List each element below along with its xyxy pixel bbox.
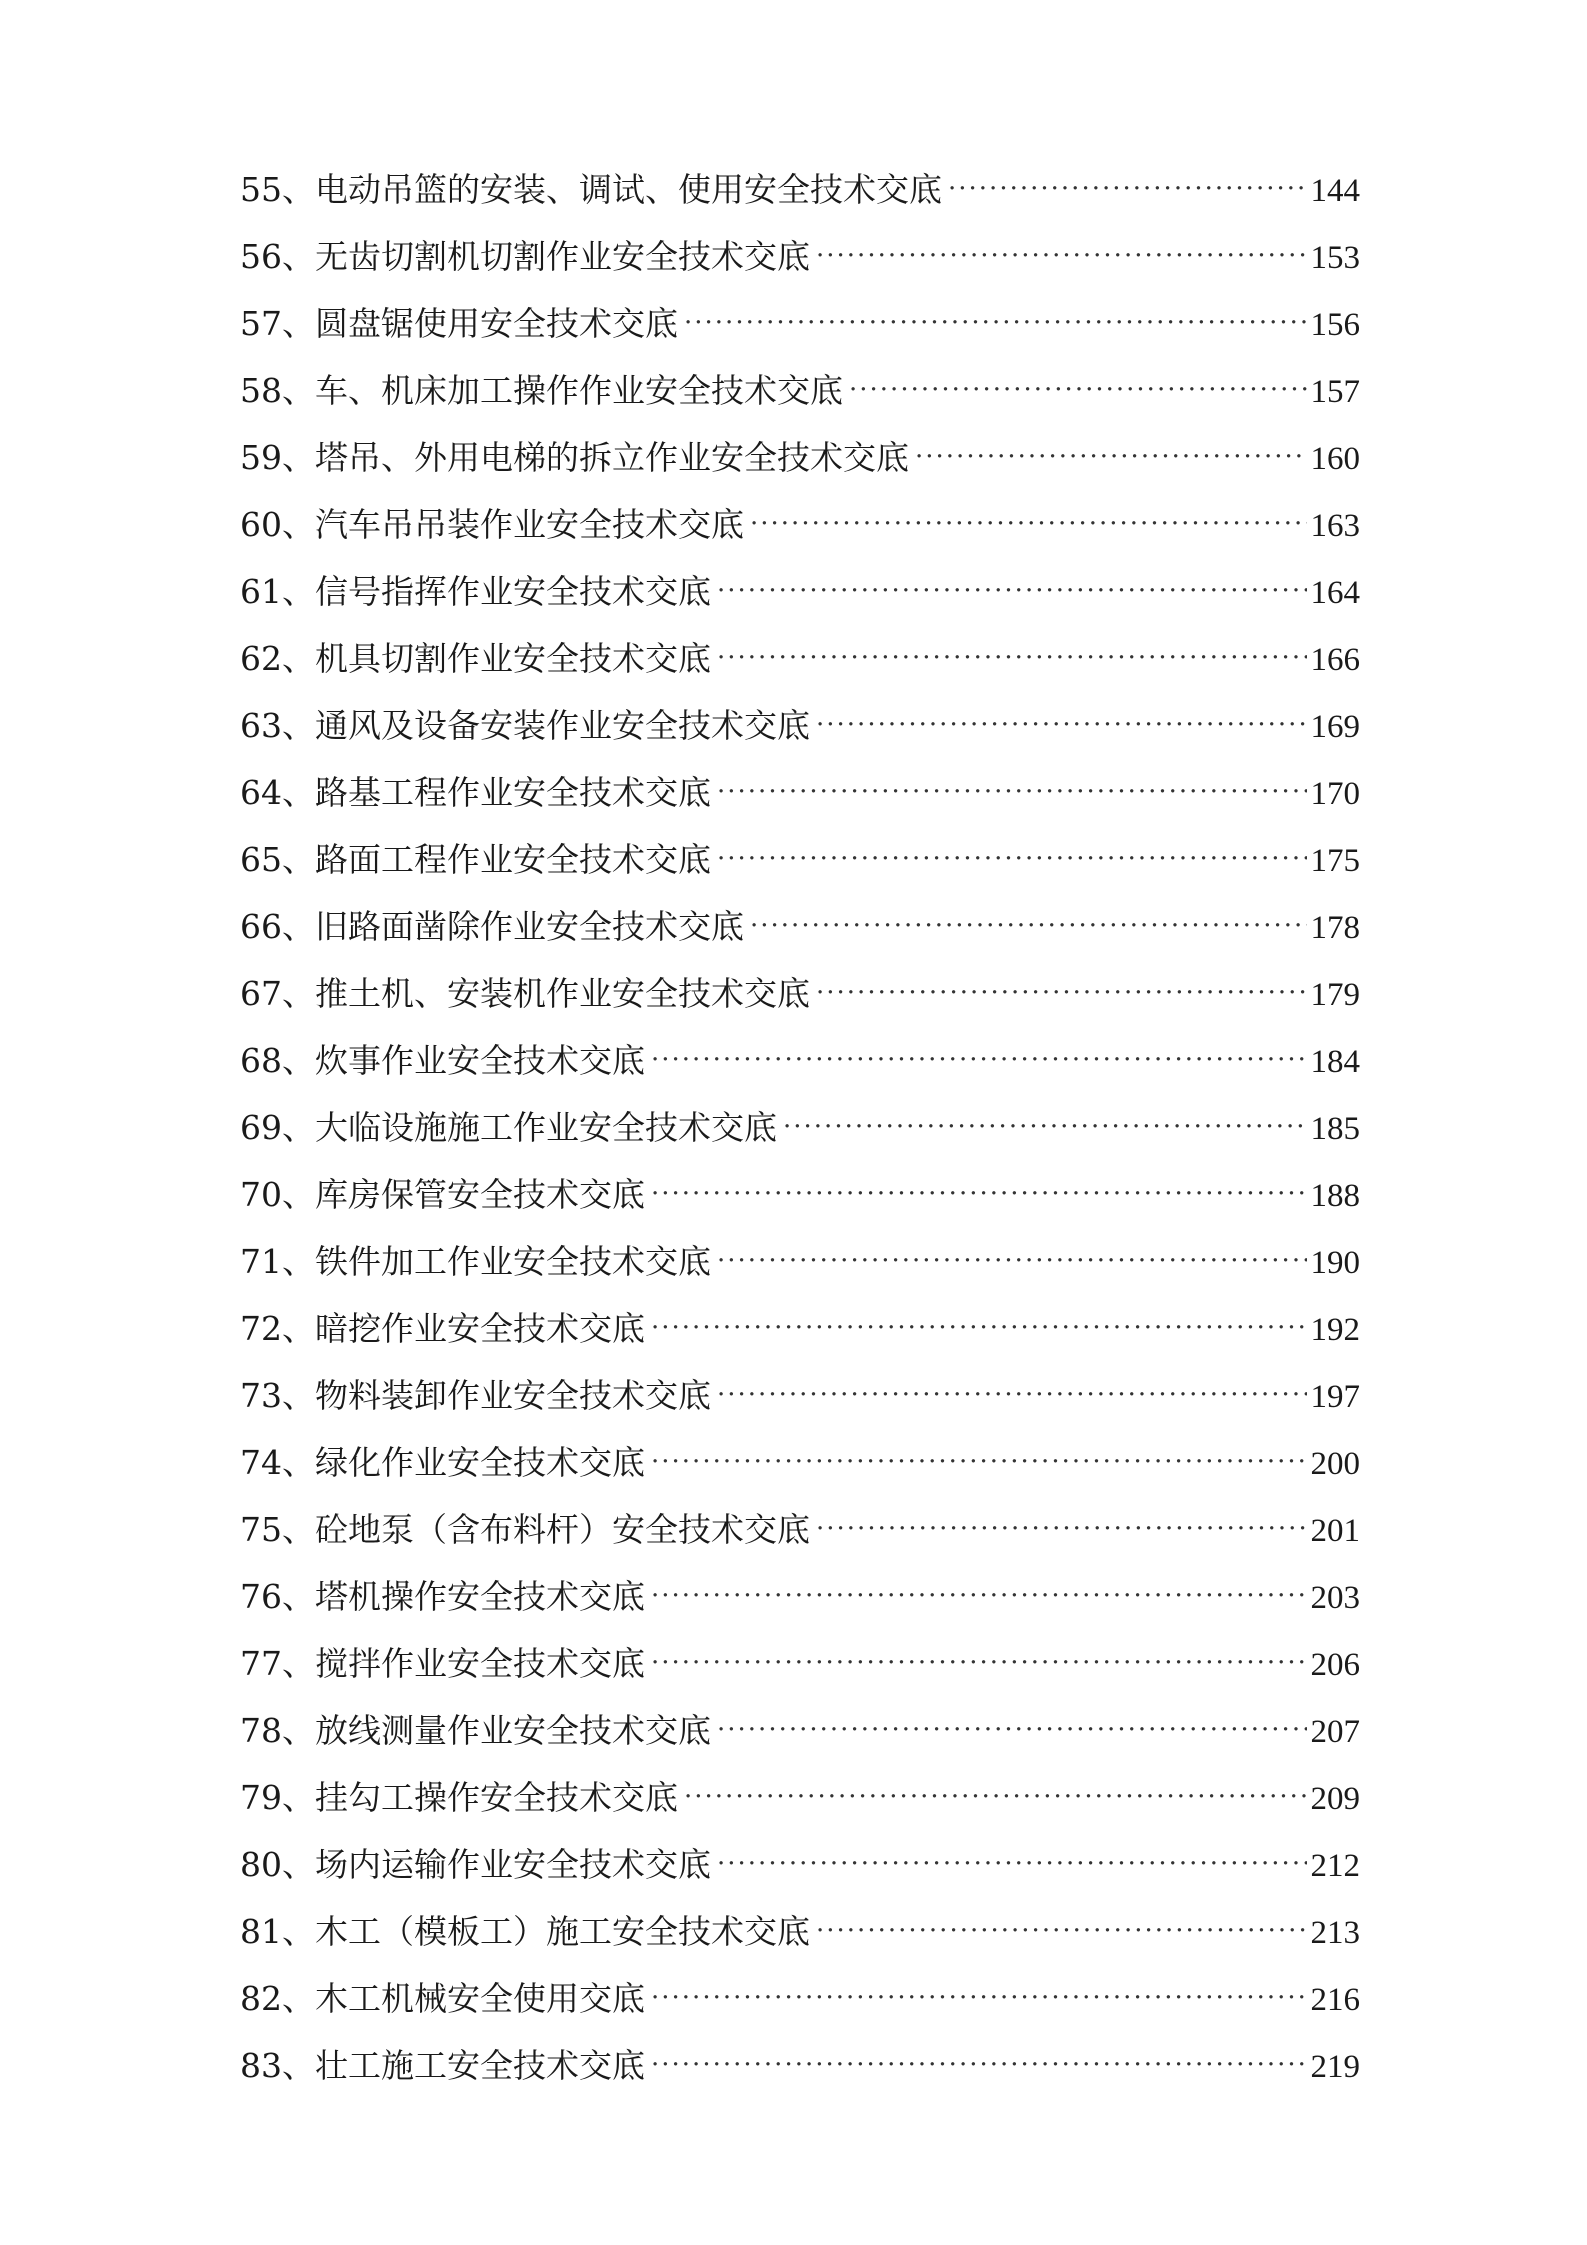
toc-entry-page: 163 [1310, 508, 1360, 544]
toc-entry-title: 59、塔吊、外用电梯的拆立作业安全技术交底 [240, 438, 909, 477]
toc-entry-title: 63、通风及设备安装作业安全技术交底 [240, 706, 810, 745]
toc-dot-leader [651, 2032, 1307, 2099]
toc-entry-title: 55、电动吊篮的安装、调试、使用安全技术交底 [240, 170, 942, 209]
toc-entry-title: 67、推土机、安装机作业安全技术交底 [240, 974, 810, 1013]
toc-entry-title: 68、炊事作业安全技术交底 [240, 1041, 645, 1080]
toc-entry-title: 72、暗挖作业安全技术交底 [240, 1309, 645, 1348]
toc-entry-title: 56、无齿切割机切割作业安全技术交底 [240, 237, 810, 276]
toc-entry-title: 78、放线测量作业安全技术交底 [240, 1711, 711, 1750]
toc-entry-page: 170 [1310, 776, 1360, 812]
toc-entry [240, 692, 1360, 759]
toc-entry-page: 184 [1310, 1044, 1360, 1080]
toc-entry-title: 75、砼地泵（含布料杆）安全技术交底 [240, 1510, 810, 1549]
toc-dot-leader [651, 1630, 1307, 1697]
toc-entry-title: 70、库房保管安全技术交底 [240, 1175, 645, 1214]
toc-dot-leader [684, 1764, 1307, 1831]
toc-entry-page: 157 [1310, 374, 1360, 410]
toc-entry-title: 81、木工（模板工）施工安全技术交底 [240, 1912, 810, 1951]
toc-entry [240, 1965, 1360, 2032]
toc-dot-leader [651, 1429, 1307, 1496]
toc-entry-title: 61、信号指挥作业安全技术交底 [240, 572, 711, 611]
toc-entry [240, 1295, 1360, 1362]
toc-entry-page: 200 [1310, 1446, 1360, 1482]
toc-entry-page: 153 [1310, 240, 1360, 276]
toc-dot-leader [717, 558, 1307, 625]
toc-entry [240, 1161, 1360, 1228]
toc-entry [240, 290, 1360, 357]
toc-entry-page: 213 [1310, 1915, 1360, 1951]
toc-entry [240, 223, 1360, 290]
toc-entry-page: 219 [1310, 2049, 1360, 2085]
toc-dot-leader [651, 1295, 1307, 1362]
toc-dot-leader [915, 424, 1307, 491]
toc-entry-title: 62、机具切割作业安全技术交底 [240, 639, 711, 678]
toc-entry-page: 209 [1310, 1781, 1360, 1817]
toc-entry-title: 80、场内运输作业安全技术交底 [240, 1845, 711, 1884]
toc-entry [240, 2032, 1360, 2099]
toc-dot-leader [816, 1898, 1307, 1965]
toc-dot-leader [717, 625, 1307, 692]
toc-dot-leader [816, 1496, 1307, 1563]
toc-dot-leader [717, 1831, 1307, 1898]
toc-entry [240, 893, 1360, 960]
toc-entry-page: 216 [1310, 1982, 1360, 2018]
toc-dot-leader [651, 1027, 1307, 1094]
toc-entry-page: 190 [1310, 1245, 1360, 1281]
toc-entry-page: 206 [1310, 1647, 1360, 1683]
toc-entry-title: 74、绿化作业安全技术交底 [240, 1443, 645, 1482]
toc-entry-page: 169 [1310, 709, 1360, 745]
toc-dot-leader [717, 1697, 1307, 1764]
toc-entry [240, 1094, 1360, 1161]
toc-entry-page: 201 [1310, 1513, 1360, 1549]
toc-entry-title: 77、搅拌作业安全技术交底 [240, 1644, 645, 1683]
toc-entry-page: 185 [1310, 1111, 1360, 1147]
toc-dot-leader [717, 1362, 1307, 1429]
toc-entry-title: 65、路面工程作业安全技术交底 [240, 840, 711, 879]
toc-entry-title: 66、旧路面凿除作业安全技术交底 [240, 907, 744, 946]
toc-entry [240, 1831, 1360, 1898]
toc-entry-page: 188 [1310, 1178, 1360, 1214]
toc-entry-title: 64、路基工程作业安全技术交底 [240, 773, 711, 812]
toc-dot-leader [816, 692, 1307, 759]
toc-entry [240, 1496, 1360, 1563]
toc-entry [240, 1362, 1360, 1429]
toc-dot-leader [717, 759, 1307, 826]
toc-entry-title: 58、车、机床加工操作作业安全技术交底 [240, 371, 843, 410]
toc-dot-leader [948, 156, 1307, 223]
toc-dot-leader [651, 1161, 1307, 1228]
toc-entry [240, 558, 1360, 625]
toc-dot-leader [684, 290, 1307, 357]
toc-entry-title: 57、圆盘锯使用安全技术交底 [240, 304, 678, 343]
toc-dot-leader [651, 1563, 1307, 1630]
toc-entry-title: 60、汽车吊吊装作业安全技术交底 [240, 505, 744, 544]
toc-entry-page: 203 [1310, 1580, 1360, 1616]
toc-dot-leader [816, 223, 1307, 290]
toc-dot-leader [750, 491, 1307, 558]
toc-entry [240, 960, 1360, 1027]
toc-dot-leader [849, 357, 1307, 424]
toc-dot-leader [651, 1965, 1307, 2032]
toc-entry-page: 164 [1310, 575, 1360, 611]
toc-dot-leader [717, 826, 1307, 893]
toc-entry [240, 1697, 1360, 1764]
table-of-contents [240, 156, 1360, 2099]
toc-entry-title: 69、大临设施施工作业安全技术交底 [240, 1108, 777, 1147]
toc-entry-page: 175 [1310, 843, 1360, 879]
toc-entry [240, 1228, 1360, 1295]
toc-entry [240, 156, 1360, 223]
toc-entry-title: 71、铁件加工作业安全技术交底 [240, 1242, 711, 1281]
toc-entry-page: 166 [1310, 642, 1360, 678]
toc-entry-title: 83、壮工施工安全技术交底 [240, 2046, 645, 2085]
toc-dot-leader [750, 893, 1307, 960]
toc-entry [240, 491, 1360, 558]
toc-entry [240, 759, 1360, 826]
toc-entry-page: 156 [1310, 307, 1360, 343]
toc-entry-page: 197 [1310, 1379, 1360, 1415]
toc-entry [240, 1764, 1360, 1831]
toc-entry-title: 82、木工机械安全使用交底 [240, 1979, 645, 2018]
toc-entry-title: 76、塔机操作安全技术交底 [240, 1577, 645, 1616]
toc-entry-page: 207 [1310, 1714, 1360, 1750]
toc-entry [240, 424, 1360, 491]
toc-dot-leader [783, 1094, 1307, 1161]
toc-entry-page: 179 [1310, 977, 1360, 1013]
toc-entry [240, 1898, 1360, 1965]
toc-entry [240, 1563, 1360, 1630]
toc-entry [240, 625, 1360, 692]
toc-entry [240, 357, 1360, 424]
toc-entry [240, 1429, 1360, 1496]
toc-entry [240, 1630, 1360, 1697]
toc-entry [240, 1027, 1360, 1094]
toc-entry-page: 192 [1310, 1312, 1360, 1348]
toc-dot-leader [717, 1228, 1307, 1295]
toc-entry-page: 144 [1310, 173, 1360, 209]
toc-dot-leader [816, 960, 1307, 1027]
toc-entry-page: 160 [1310, 441, 1360, 477]
toc-entry-title: 73、物料装卸作业安全技术交底 [240, 1376, 711, 1415]
toc-entry [240, 826, 1360, 893]
toc-entry-page: 178 [1310, 910, 1360, 946]
toc-entry-page: 212 [1310, 1848, 1360, 1884]
toc-entry-title: 79、挂勾工操作安全技术交底 [240, 1778, 678, 1817]
